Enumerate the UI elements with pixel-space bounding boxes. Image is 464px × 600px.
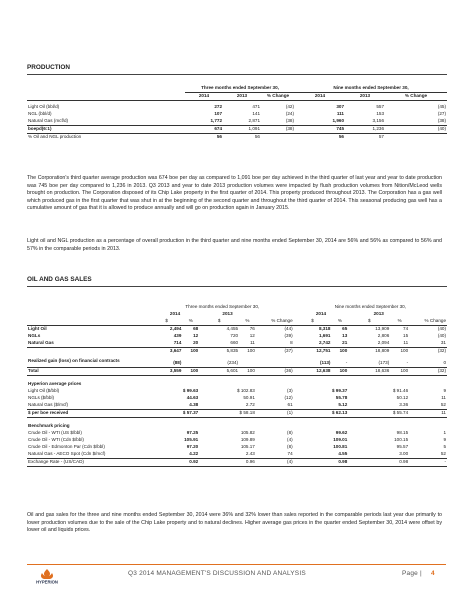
cell: 5 [443,444,446,450]
row-label: Exchange Rate - (US/CAD) [27,459,151,467]
cell: $ 99.37 [331,388,348,394]
cell: 1,691 [318,333,331,339]
row-label: % Oil and NGL production [27,134,185,142]
cell: - [345,360,348,366]
row-label: Natural Gas - AECO Spot (Cdn $/mcf) [28,451,106,457]
group-header-9m: Nine months ended September 30, [295,85,447,93]
sub-header: % [245,318,250,324]
table-row [27,126,447,134]
cell [182,360,199,368]
cell: (4) [256,459,294,467]
row-label: NGLs [28,333,41,339]
cell: 714 [173,340,182,346]
group-header-3m: Three months ended September 30, [185,304,260,310]
table-row [27,118,447,126]
sales-heading: OIL AND GAS SALES [27,276,92,283]
cell: (36) [256,368,294,376]
sub-header: $ [217,318,221,324]
row-label: Total [27,368,151,376]
cell: 0 [443,360,446,366]
year-header: 2013 [373,311,384,317]
row-label: NGL (bbl/d) [28,111,52,117]
cell: (173) [378,360,390,366]
cell: (42) [285,104,294,110]
sub-header: $ [311,318,314,324]
cell: 105.91 [184,437,199,443]
table-row [27,134,447,142]
table-row [27,395,447,402]
hyperion-logo [27,568,67,586]
cell: (234) [227,360,239,366]
cell: 100.15 [394,437,409,443]
row-label: Natural Gas (mcf/d) [28,118,69,124]
cell: 2.43 [245,451,255,457]
year-header: 2014 [169,311,181,317]
cell: 11 [250,340,255,346]
cell: 9 [443,388,446,394]
cell: 68 [193,326,199,332]
cell: (39) [284,333,293,339]
cell: (1) [256,410,294,418]
sales-table [27,304,447,467]
row-label: Natural Gas ($/mcf) [28,402,69,408]
page-number: 4 [431,570,435,577]
cell: (40) [385,126,447,134]
cell: (38) [261,126,295,134]
table-row [27,111,447,118]
page-label: Page | [402,570,422,577]
cell: $ 55.74 [348,410,409,418]
table-row [27,410,447,418]
cell: 100 [331,348,348,356]
cell: 61 [287,402,293,408]
cell: 65 [342,326,348,332]
cell: 1,772 [210,118,222,124]
cell: 11 [441,395,446,401]
section-label: Hyperion average prices [28,381,82,387]
flame-icon [27,568,67,586]
cell: 3,156 [372,118,384,124]
cell: 1 [443,430,446,436]
sub-header: $ [165,318,168,324]
cell: (44) [284,326,293,332]
col-header: 2014 [198,93,210,99]
cell: 2,871 [248,118,260,124]
cell: (4) [287,437,293,443]
cell: 100 [331,368,348,376]
svg-text:HYPERION: HYPERION [36,579,58,585]
cell: (27) [437,111,446,117]
cell: (45) [437,104,446,110]
cell: 52 [440,451,446,457]
cell: (8) [287,430,293,436]
table-row [27,444,447,451]
cell: 97.20 [186,444,199,450]
col-header: % Change [266,93,290,99]
footer-title: Q3 2014 MANAGEMENT'S DISCUSSION AND ANALYSIS [128,570,306,577]
cell [385,134,447,142]
cell: 1,091 [223,126,261,134]
cell: (40) [437,333,446,339]
cell: 105.82 [240,430,255,436]
cell: 2,806 [377,333,390,339]
cell: 100.81 [333,444,348,450]
cell: 20 [193,340,199,346]
cell: 3.00 [399,451,409,457]
cell: 9 [443,437,446,443]
cell: 2,094 [377,340,390,346]
cell: 95.57 [396,444,409,450]
cell: 3,647 [151,348,183,356]
table-row [27,104,447,111]
cell: 52 [440,402,446,408]
table-row [27,348,447,356]
row-label: boepd(6:1) [27,126,185,134]
cell: 1,236 [345,126,385,134]
row-label: $ per boe received [27,410,151,418]
cell [261,134,295,142]
col-header: 2014 [314,93,326,99]
cell: 56 [295,134,345,142]
row-label: Crude Oil - WTI (US $/bbl) [28,430,82,436]
cell: 13,909 [375,326,390,332]
cell: 12,751 [294,348,332,356]
cell: 55.78 [335,395,348,401]
cell: 50.91 [243,395,255,401]
cell: 44.63 [186,395,199,401]
cell: (8) [287,444,293,450]
cell: 111 [336,111,344,117]
row-label: Natural Gas [28,340,54,346]
cell: 5,601 [199,368,239,376]
cell: 8 [290,340,293,346]
table-row [27,340,447,348]
table-row [27,459,447,467]
cell: 11 [403,340,409,346]
cell: $ 57.37 [151,410,199,418]
cell: 4.38 [189,402,199,408]
cell: (37) [256,348,294,356]
sub-header: $ [367,318,371,324]
cell: 12 [193,333,199,339]
cell: 107 [214,111,222,117]
cell: $ 102.83 [236,388,255,394]
cell: 18,636 [348,368,390,376]
cell [256,360,294,368]
cell: $ 99.63 [182,388,199,394]
cell: 100 [182,348,199,356]
cell: 99.62 [335,430,348,436]
cell: 2.72 [245,402,255,408]
cell: (38) [437,118,446,124]
cell: 100 [182,368,199,376]
cell: 100 [239,368,256,376]
cell: 8,318 [318,326,331,332]
cell: 21 [342,340,348,346]
production-heading: PRODUCTION [27,64,70,71]
cell: 76 [249,326,255,332]
sub-header: % Change [424,318,446,324]
cell: 18,809 [348,348,390,356]
cell: 100 [239,348,256,356]
cell: (24) [285,111,294,117]
cell [239,360,256,368]
cell: 74 [287,451,293,457]
cell: 11 [409,410,447,418]
table-row [27,333,447,340]
cell: 4.55 [338,451,348,457]
table-row [27,402,447,410]
row-label: Crude Oil - WTI (Cdn $/bbl) [28,437,84,443]
sales-paragraph: Oil and gas sales for the three and nine months ended September 30, 2014 were 36% and 32% lower than sales reported in the comparable periods last year due primarily to lower production volumes due to the sale of the Chip Lake property and to natural declines. Higher average gas prices in the quarter ended September 30, 2014 were offset by lower oil and liquids prices. [27,512,442,534]
cell: (3) [287,388,293,394]
cell: 720 [230,333,239,339]
cell: 12 [249,333,255,339]
cell: (32) [409,368,447,376]
table-row [27,368,447,376]
production-table [27,85,447,141]
cell: 74 [403,326,409,332]
cell: 12,638 [294,368,332,376]
cell: 100 [390,368,409,376]
col-header: 2013 [236,93,248,99]
cell: - [406,360,409,366]
cell: 0.92 [151,459,199,467]
cell: 56 [185,134,223,142]
year-header: 2013 [222,311,233,317]
group-header-9m: Nine months ended September 30, [334,304,406,310]
table-row [27,437,447,444]
table-row [27,388,447,395]
cell: 745 [295,126,345,134]
sub-header: % [397,318,402,324]
group-header-3m: Three months ended September 30, [185,85,295,93]
cell: 557 [376,104,384,110]
cell: 13 [342,333,348,339]
cell: 97.25 [186,430,199,436]
cell: 5.12 [338,402,348,408]
col-header: 2013 [359,93,371,99]
row-label: NGLs ($/bbl) [28,395,55,401]
cell: (88) [173,360,182,366]
cell: 5,835 [199,348,239,356]
section-label: Benchmark pricing [28,423,70,429]
cell: (32) [409,348,447,356]
row-label: Light Oil (bbl/d) [28,104,60,110]
cell: 0.98 [348,459,409,467]
cell: $ 62.13 [294,410,349,418]
cell: 56 [223,134,261,142]
cell: - [409,459,447,467]
cell: 2,742 [318,340,331,346]
sub-header: % [188,318,193,324]
percentage-paragraph: Light oil and NGL production as a percentage of overall production in the third quarter and nine months ended September 30, 2014 are 56% and 56% as compared to 56% and 57% in the comparable periods in 2013. [27,238,442,252]
cell: 4,455 [226,326,239,332]
cell: 272 [214,104,222,110]
cell: 153 [376,111,384,117]
cell: 109.89 [240,437,255,443]
cell: 0.96 [199,459,256,467]
year-header: 2014 [315,311,327,317]
cell: (12) [284,395,293,401]
cell: 4.22 [189,451,199,457]
table-row [27,451,447,459]
row-label: Light Oil [28,326,47,332]
cell: 105.17 [240,444,255,450]
cell: 57 [345,134,385,142]
cell: 15 [403,333,409,339]
cell: 2,494 [169,326,182,332]
cell: 50.12 [396,395,409,401]
cell: $ 58.18 [199,410,256,418]
table-row [27,326,447,334]
heading-rule [27,74,447,75]
production-paragraph: The Corporation's third quarter average production was 674 boe per day as compared to 1,091 boe per day achieved in the third quarter of last year and year to date production was 745 boe per day compared to 1,236 in 2013. Q3 2013 and year to date 2013 production volumes were impacted by flush production volumes from Nition/McLeod wells brought on production. The Corporation disposed of its Chip Lake property in the first quarter of 2014. This property produced throughout 2013. The Corporation has a gas well which produced gas in the first quarter that was shut in at the beginning of the second quarter and throughout the third quarter of 2014. This seasonal producing gas well has a cumulative amount of gas that it is allowed to produce annually and will go on production again in January 2015. [27,175,442,212]
cell: 660 [230,340,239,346]
cell: (113) [319,360,331,366]
cell: $ 91.46 [392,388,409,394]
row-label: Realized gain (loss) on financial contracts [28,358,120,363]
table-row [27,430,447,437]
cell: 471 [252,104,260,110]
heading-rule [27,286,447,287]
sub-header: % Change [271,318,293,324]
row-label [27,348,151,356]
cell: 100 [390,348,409,356]
cell: 141 [252,111,260,117]
cell: 307 [336,104,344,110]
cell: 674 [185,126,223,134]
cell: 109.01 [333,437,348,443]
cell: 1,960 [332,118,344,124]
cell: 98.15 [396,430,409,436]
sub-header: % [337,318,342,324]
row-label: Light Oil ($/bbl) [28,388,60,394]
cell: 439 [173,333,182,339]
cell: (40) [437,326,446,332]
col-header: % Change [404,93,428,99]
cell: 31 [440,340,446,346]
cell: 3,559 [151,368,183,376]
cell: 3.36 [399,402,409,408]
row-label: Crude Oil - Edmonton Par (Cdn $/bbl) [28,444,105,450]
cell: 0.98 [294,459,349,467]
cell: (38) [285,118,294,124]
